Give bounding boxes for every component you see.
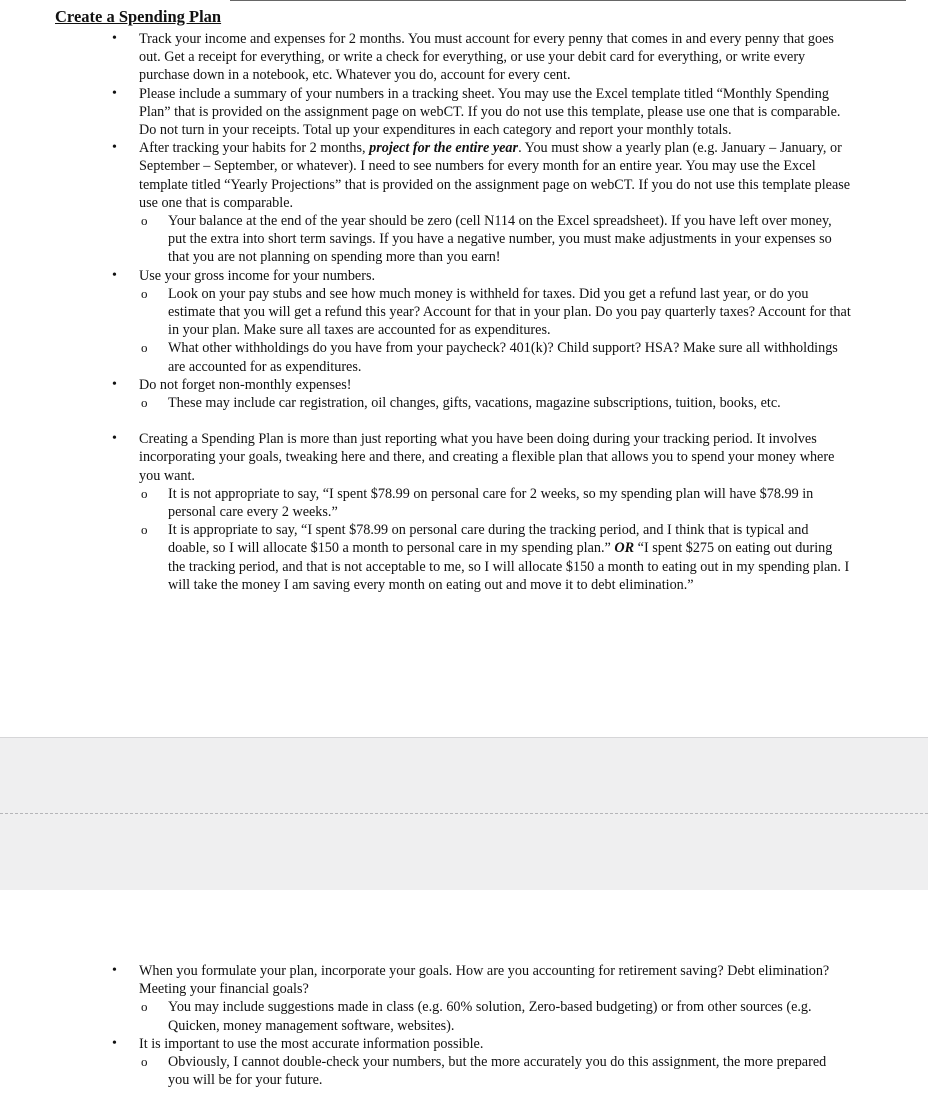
sub-bullet-icon: o bbox=[141, 522, 148, 538]
bullet-icon: • bbox=[112, 1035, 117, 1051]
sub-list-item bbox=[0, 998, 851, 1034]
bullet-icon: • bbox=[112, 140, 117, 156]
sub-item-text-end: “I spent $275 on eating out during the tracking period, and that is not acceptable to me, so I will allocate $150 a month to eating out in my spending plan. I will take the money I am saving every month on eating out and move it to debt elimination.” bbox=[168, 540, 850, 593]
sub-item-text: Look on your pay stubs and see how much money is withheld for taxes. Did you get a refund last year, or do you estimate that you will get a refund this year? Account for that in your plan. Do you pay quarterly taxes? Account for that in your plan. Make sure all taxes are accounted for as expenditures. bbox=[168, 285, 851, 339]
bullet-list bbox=[0, 962, 928, 1089]
sub-list-item bbox=[0, 521, 851, 594]
list-item bbox=[0, 85, 851, 140]
page-top-rule bbox=[230, 0, 906, 1]
sub-bullet-icon: o bbox=[141, 285, 148, 301]
list-item-text: Track your income and expenses for 2 months. You must account for every penny that comes in and every penny that goes out. Get a receipt for everything, or write a check for everything, or use your debit card for everything, or write every purchase down in a notebook, etc. Whatever you do, account for every cent. bbox=[139, 31, 834, 84]
bullet-icon: • bbox=[112, 376, 117, 392]
page-break-line bbox=[0, 813, 928, 814]
emphasis-text: OR bbox=[614, 540, 635, 557]
document-title: Create a Spending Plan bbox=[55, 7, 222, 26]
sub-list-item bbox=[0, 485, 851, 521]
sub-list-item bbox=[0, 285, 851, 340]
list-item bbox=[0, 430, 851, 485]
sub-item-text: It is not appropriate to say, “I spent $78.99 on personal care for 2 weeks, so my spending plan will have $78.99 in personal care every 2 weeks.” bbox=[168, 485, 814, 521]
sub-bullet-icon: o bbox=[141, 395, 148, 411]
sub-item-text: Obviously, I cannot double-check your numbers, but the more accurately you do this assignment, the more prepared you will be for your future. bbox=[168, 1054, 827, 1089]
list-item bbox=[0, 139, 851, 212]
list-item-text: Creating a Spending Plan is more than just reporting what you have been doing during your tracking period. It involves incorporating your goals, tweaking here and there, and creating a flexible plan that allows you to spend your money where you want. bbox=[139, 431, 835, 484]
sub-item-text-start: It is appropriate to say, “I spent $78.99 on personal care during the tracking period, and I think that is typical and doable, so I will allocate $150 a month to personal care in my spending plan.” bbox=[168, 522, 809, 557]
list-item-text: Please include a summary of your numbers in a tracking sheet. You may use the Excel template titled “Monthly Spending Plan” that is provided on the assignment page on webCT. If you do not use this template, please use one that is comparable. Do not turn in your receipts. Total up your expenditures in each category and report your monthly totals. bbox=[139, 85, 841, 139]
sub-bullet-icon: o bbox=[141, 340, 148, 356]
document-page-2 bbox=[0, 890, 928, 1101]
list-item bbox=[0, 376, 851, 394]
sub-item-text: You may include suggestions made in class (e.g. 60% solution, Zero-based budgeting) or from other sources (e.g. Quicken, money management software, websites). bbox=[168, 999, 812, 1034]
bullet-icon: • bbox=[112, 85, 117, 101]
list-item bbox=[0, 267, 851, 285]
sub-item-text: Your balance at the end of the year should be zero (cell N114 on the Excel spreadsheet). If you have left over money, put the extra into short term savings. If you have a negative number, you must make adjustments in your expenses so that you are not planning on spending more than you earn! bbox=[168, 213, 832, 266]
list-item-text: Do not forget non-monthly expenses! bbox=[139, 376, 352, 393]
list-item-text: It is important to use the most accurate information possible. bbox=[139, 1035, 484, 1052]
bullet-icon: • bbox=[112, 31, 117, 46]
list-item bbox=[0, 30, 851, 85]
sub-item-text: These may include car registration, oil changes, gifts, vacations, magazine subscriptions, tuition, books, etc. bbox=[168, 395, 781, 412]
sub-item-text: What other withholdings do you have from your paycheck? 401(k)? Child support? HSA? Make sure all withholdings are accounted for as expenditures. bbox=[168, 340, 838, 375]
list-item-text: When you formulate your plan, incorporate your goals. How are you accounting for retirement saving? Debt elimination? Meeting your financial goals? bbox=[139, 963, 830, 998]
bullet-icon: • bbox=[112, 963, 117, 978]
bullet-icon: • bbox=[112, 431, 117, 447]
list-item-text-end: . You must show a yearly plan (e.g. January – January, or September – September, or whatever). I need to see numbers for every month for an entire year. You may use the Excel template titled “Yearly Projections” that is provided on the assignment page on webCT. If you do not use this template please use one that is comparable. bbox=[139, 140, 851, 211]
paragraph-gap bbox=[0, 412, 928, 430]
list-item-text-start: After tracking your habits for 2 months, bbox=[139, 140, 370, 157]
list-item bbox=[0, 1035, 851, 1053]
emphasis-text: project for the entire year bbox=[369, 140, 519, 157]
list-item bbox=[0, 962, 851, 998]
sub-list-item bbox=[0, 1053, 851, 1089]
sub-bullet-icon: o bbox=[141, 213, 148, 229]
sub-list-item bbox=[0, 212, 851, 267]
page-break-area bbox=[0, 737, 928, 892]
sub-bullet-icon: o bbox=[141, 999, 148, 1015]
bullet-list bbox=[0, 30, 928, 594]
sub-bullet-icon: o bbox=[141, 1054, 148, 1070]
sub-list-item bbox=[0, 339, 851, 375]
sub-list-item bbox=[0, 394, 851, 412]
list-item-text: Use your gross income for your numbers. bbox=[139, 267, 376, 284]
sub-bullet-icon: o bbox=[141, 485, 148, 501]
bullet-icon: • bbox=[112, 267, 117, 283]
